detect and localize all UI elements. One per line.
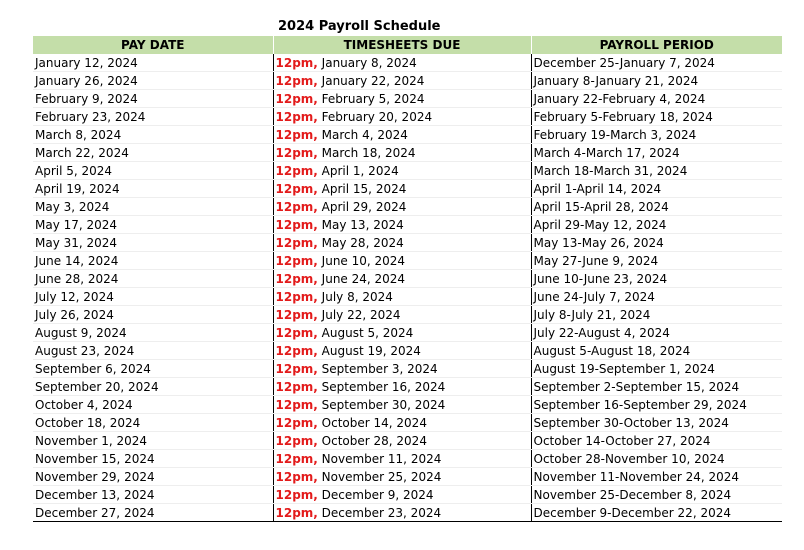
timesheets-due-cell[interactable] xyxy=(273,198,531,216)
pay-date-cell[interactable]: April 5, 2024 xyxy=(33,162,273,180)
due-date: January 22, 2024 xyxy=(317,73,425,88)
timesheets-due-cell[interactable] xyxy=(273,468,531,486)
due-date: December 9, 2024 xyxy=(317,487,434,502)
table-row xyxy=(33,198,782,216)
payroll-period-cell[interactable]: November 11-November 24, 2024 xyxy=(531,468,782,486)
due-time: 12pm, xyxy=(275,469,318,484)
due-time: 12pm, xyxy=(275,73,318,88)
payroll-period-cell[interactable]: February 5-February 18, 2024 xyxy=(531,108,782,126)
due-date: April 15, 2024 xyxy=(317,181,407,196)
payroll-period-cell[interactable]: September 2-September 15, 2024 xyxy=(531,378,782,396)
due-date: May 13, 2024 xyxy=(317,217,404,232)
pay-date-cell[interactable]: October 18, 2024 xyxy=(33,414,273,432)
due-time: 12pm, xyxy=(275,271,318,286)
pay-date-cell[interactable]: November 29, 2024 xyxy=(33,468,273,486)
pay-date-cell[interactable]: September 20, 2024 xyxy=(33,378,273,396)
timesheets-due-cell[interactable] xyxy=(273,54,531,72)
pay-date-cell[interactable]: March 22, 2024 xyxy=(33,144,273,162)
timesheets-due-cell[interactable] xyxy=(273,252,531,270)
timesheets-due-cell[interactable] xyxy=(273,270,531,288)
due-time: 12pm, xyxy=(275,199,318,214)
due-date: October 14, 2024 xyxy=(317,415,427,430)
due-date: December 23, 2024 xyxy=(317,505,442,520)
pay-date-cell[interactable]: June 28, 2024 xyxy=(33,270,273,288)
table-row xyxy=(33,72,782,90)
table-row xyxy=(33,162,782,180)
payroll-period-cell[interactable]: October 14-October 27, 2024 xyxy=(531,432,782,450)
due-date: September 16, 2024 xyxy=(317,379,446,394)
table-row xyxy=(33,378,782,396)
due-date: July 22, 2024 xyxy=(317,307,401,322)
payroll-period-cell[interactable]: February 19-March 3, 2024 xyxy=(531,126,782,144)
timesheets-due-cell[interactable] xyxy=(273,432,531,450)
due-time: 12pm, xyxy=(275,415,318,430)
table-row xyxy=(33,432,782,450)
due-time: 12pm, xyxy=(275,91,318,106)
table-row xyxy=(33,396,782,414)
header-timesheets-due[interactable]: TIMESHEETS DUE xyxy=(273,36,531,54)
pay-date-cell[interactable]: June 14, 2024 xyxy=(33,252,273,270)
pay-date-cell[interactable]: July 26, 2024 xyxy=(33,306,273,324)
table-row xyxy=(33,306,782,324)
pay-date-cell[interactable]: March 8, 2024 xyxy=(33,126,273,144)
header-pay-date[interactable]: PAY DATE xyxy=(33,36,273,54)
due-time: 12pm, xyxy=(275,379,318,394)
pay-date-cell[interactable]: January 12, 2024 xyxy=(33,54,273,72)
table-row xyxy=(33,414,782,432)
pay-date-cell[interactable]: August 9, 2024 xyxy=(33,324,273,342)
due-date: April 1, 2024 xyxy=(317,163,399,178)
table-row xyxy=(33,54,782,72)
table-body xyxy=(33,54,782,522)
due-time: 12pm, xyxy=(275,451,318,466)
pay-date-cell[interactable]: January 26, 2024 xyxy=(33,72,273,90)
pay-date-cell[interactable]: September 6, 2024 xyxy=(33,360,273,378)
due-time: 12pm, xyxy=(275,145,318,160)
payroll-period-cell[interactable]: April 1-April 14, 2024 xyxy=(531,180,782,198)
payroll-period-cell[interactable]: June 24-July 7, 2024 xyxy=(531,288,782,306)
payroll-period-cell[interactable]: January 22-February 4, 2024 xyxy=(531,90,782,108)
timesheets-due-cell[interactable] xyxy=(273,234,531,252)
timesheets-due-cell[interactable] xyxy=(273,108,531,126)
timesheets-due-cell[interactable] xyxy=(273,360,531,378)
due-date: January 8, 2024 xyxy=(317,55,417,70)
due-time: 12pm, xyxy=(275,181,318,196)
timesheets-due-cell[interactable] xyxy=(273,144,531,162)
pay-date-cell[interactable]: December 27, 2024 xyxy=(33,504,273,522)
due-time: 12pm, xyxy=(275,487,318,502)
header-payroll-period[interactable]: PAYROLL PERIOD xyxy=(531,36,782,54)
timesheets-due-cell[interactable] xyxy=(273,162,531,180)
due-time: 12pm, xyxy=(275,433,318,448)
payroll-period-cell[interactable]: May 13-May 26, 2024 xyxy=(531,234,782,252)
pay-date-cell[interactable]: May 3, 2024 xyxy=(33,198,273,216)
pay-date-cell[interactable]: May 31, 2024 xyxy=(33,234,273,252)
due-time: 12pm, xyxy=(275,505,318,520)
due-time: 12pm, xyxy=(275,361,318,376)
pay-date-cell[interactable]: August 23, 2024 xyxy=(33,342,273,360)
timesheets-due-cell[interactable] xyxy=(273,378,531,396)
table-row xyxy=(33,144,782,162)
timesheets-due-cell[interactable] xyxy=(273,126,531,144)
table-row xyxy=(33,450,782,468)
pay-date-cell[interactable]: November 1, 2024 xyxy=(33,432,273,450)
payroll-period-cell[interactable]: August 5-August 18, 2024 xyxy=(531,342,782,360)
payroll-period-cell[interactable]: December 25-January 7, 2024 xyxy=(531,54,782,72)
due-date: July 8, 2024 xyxy=(317,289,393,304)
table-row xyxy=(33,126,782,144)
timesheets-due-cell[interactable] xyxy=(273,180,531,198)
table-row xyxy=(33,90,782,108)
pay-date-cell[interactable]: November 15, 2024 xyxy=(33,450,273,468)
payroll-period-cell[interactable]: July 8-July 21, 2024 xyxy=(531,306,782,324)
timesheets-due-cell[interactable] xyxy=(273,306,531,324)
pay-date-cell[interactable]: May 17, 2024 xyxy=(33,216,273,234)
table-row xyxy=(33,468,782,486)
table-row xyxy=(33,234,782,252)
due-time: 12pm, xyxy=(275,343,318,358)
payroll-period-cell[interactable]: April 29-May 12, 2024 xyxy=(531,216,782,234)
table-row xyxy=(33,342,782,360)
pay-date-cell[interactable]: July 12, 2024 xyxy=(33,288,273,306)
table-row xyxy=(33,108,782,126)
pay-date-cell[interactable]: February 9, 2024 xyxy=(33,90,273,108)
pay-date-cell[interactable]: February 23, 2024 xyxy=(33,108,273,126)
due-date: September 30, 2024 xyxy=(317,397,446,412)
payroll-period-cell[interactable]: March 4-March 17, 2024 xyxy=(531,144,782,162)
payroll-period-cell[interactable]: July 22-August 4, 2024 xyxy=(531,324,782,342)
due-time: 12pm, xyxy=(275,235,318,250)
due-date: June 24, 2024 xyxy=(317,271,406,286)
timesheets-due-cell[interactable] xyxy=(273,288,531,306)
payroll-period-cell[interactable]: April 15-April 28, 2024 xyxy=(531,198,782,216)
payroll-period-cell[interactable]: October 28-November 10, 2024 xyxy=(531,450,782,468)
pay-date-cell[interactable]: October 4, 2024 xyxy=(33,396,273,414)
payroll-period-cell[interactable]: March 18-March 31, 2024 xyxy=(531,162,782,180)
payroll-period-cell[interactable]: December 9-December 22, 2024 xyxy=(531,504,782,522)
header-row xyxy=(33,36,782,54)
due-date: March 18, 2024 xyxy=(317,145,416,160)
due-time: 12pm, xyxy=(275,253,318,268)
pay-date-cell[interactable]: December 13, 2024 xyxy=(33,486,273,504)
table-row xyxy=(33,270,782,288)
timesheets-due-cell[interactable] xyxy=(273,396,531,414)
due-time: 12pm, xyxy=(275,325,318,340)
timesheets-due-cell[interactable] xyxy=(273,450,531,468)
due-date: March 4, 2024 xyxy=(317,127,408,142)
due-time: 12pm, xyxy=(275,109,318,124)
payroll-period-cell[interactable]: May 27-June 9, 2024 xyxy=(531,252,782,270)
timesheets-due-cell[interactable] xyxy=(273,324,531,342)
due-date: September 3, 2024 xyxy=(317,361,438,376)
payroll-period-cell[interactable]: August 19-September 1, 2024 xyxy=(531,360,782,378)
due-time: 12pm, xyxy=(275,163,318,178)
due-time: 12pm, xyxy=(275,127,318,142)
timesheets-due-cell[interactable] xyxy=(273,486,531,504)
payroll-period-cell[interactable]: January 8-January 21, 2024 xyxy=(531,72,782,90)
due-time: 12pm, xyxy=(275,55,318,70)
payroll-schedule-table xyxy=(33,36,782,522)
timesheets-due-cell[interactable] xyxy=(273,90,531,108)
table-row xyxy=(33,180,782,198)
table-row xyxy=(33,486,782,504)
due-time: 12pm, xyxy=(275,307,318,322)
timesheets-due-cell[interactable] xyxy=(273,504,531,522)
due-date: November 25, 2024 xyxy=(317,469,442,484)
due-date: November 11, 2024 xyxy=(317,451,442,466)
due-date: April 29, 2024 xyxy=(317,199,407,214)
table-row xyxy=(33,252,782,270)
due-date: February 20, 2024 xyxy=(317,109,433,124)
due-date: August 19, 2024 xyxy=(317,343,421,358)
table-row xyxy=(33,288,782,306)
due-date: February 5, 2024 xyxy=(317,91,425,106)
sheet-title: 2024 Payroll Schedule xyxy=(278,19,441,34)
table-row xyxy=(33,504,782,522)
due-time: 12pm, xyxy=(275,289,318,304)
payroll-period-cell[interactable]: September 30-October 13, 2024 xyxy=(531,414,782,432)
due-time: 12pm, xyxy=(275,217,318,232)
timesheets-due-cell[interactable] xyxy=(273,414,531,432)
table-row xyxy=(33,324,782,342)
table-row xyxy=(33,216,782,234)
pay-date-cell[interactable]: April 19, 2024 xyxy=(33,180,273,198)
due-time: 12pm, xyxy=(275,397,318,412)
due-date: October 28, 2024 xyxy=(317,433,427,448)
payroll-period-cell[interactable]: September 16-September 29, 2024 xyxy=(531,396,782,414)
due-date: May 28, 2024 xyxy=(317,235,404,250)
payroll-period-cell[interactable]: June 10-June 23, 2024 xyxy=(531,270,782,288)
payroll-period-cell[interactable]: November 25-December 8, 2024 xyxy=(531,486,782,504)
timesheets-due-cell[interactable] xyxy=(273,342,531,360)
due-date: August 5, 2024 xyxy=(317,325,414,340)
timesheets-due-cell[interactable] xyxy=(273,72,531,90)
due-date: June 10, 2024 xyxy=(317,253,406,268)
timesheets-due-cell[interactable] xyxy=(273,216,531,234)
table-row xyxy=(33,360,782,378)
